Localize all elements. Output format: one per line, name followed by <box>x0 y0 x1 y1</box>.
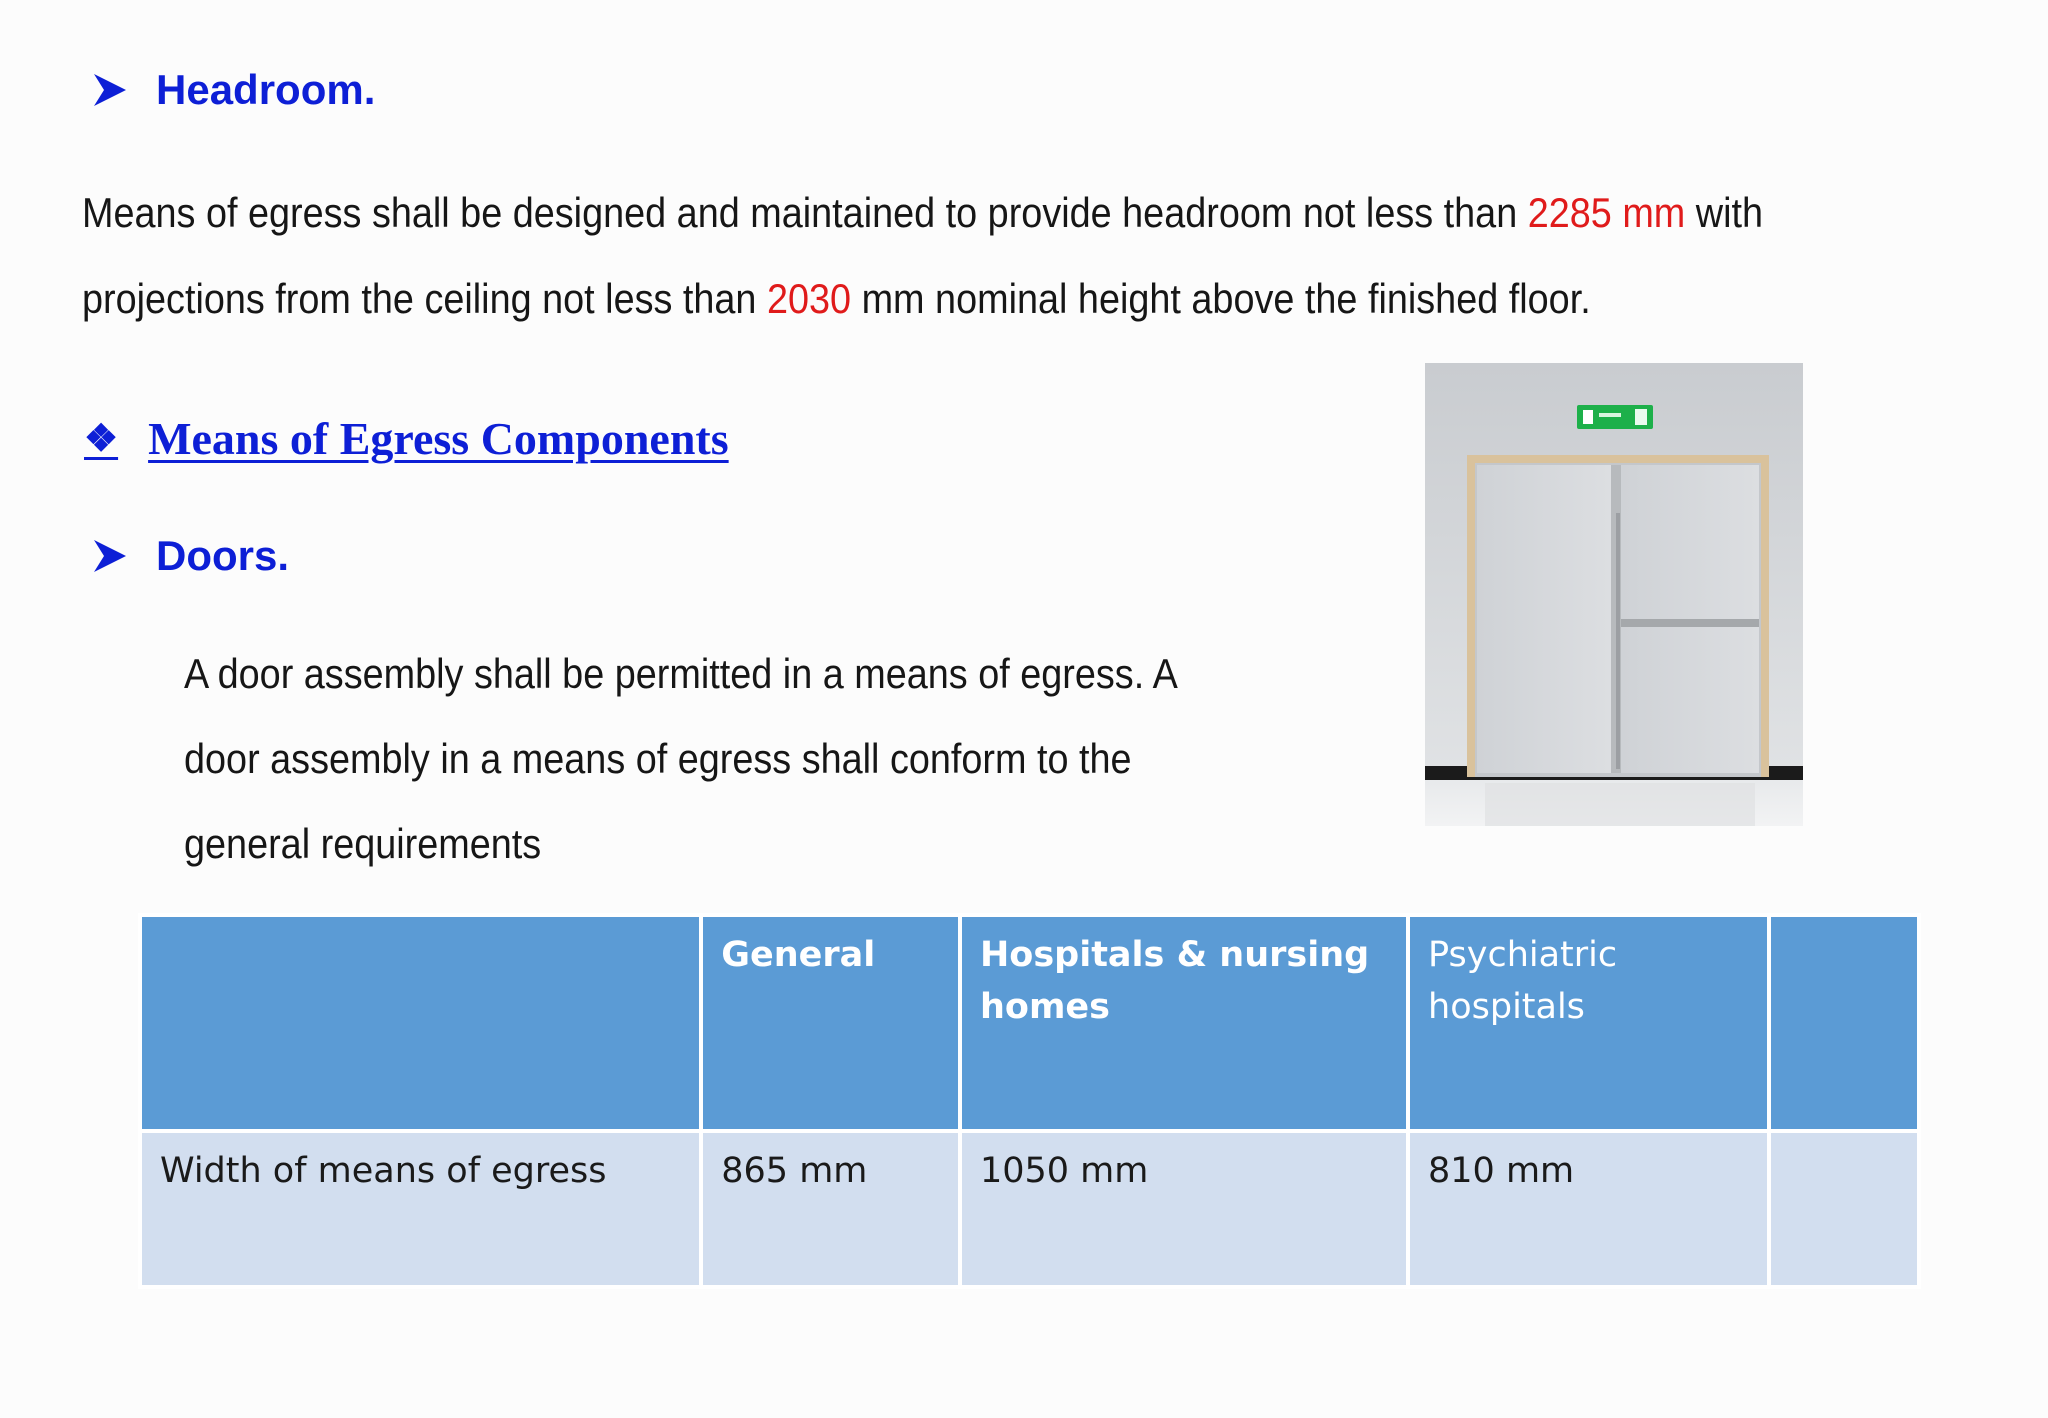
headroom-value-2030: 2030 <box>766 275 852 322</box>
headroom-line-2 <box>82 256 1763 342</box>
headroom-value-2285: 2285 mm <box>1527 189 1686 236</box>
table-header-cell: General <box>701 915 960 1131</box>
headroom-line-1-tail: with <box>1685 189 1764 236</box>
table-cell: 1050 mm <box>960 1131 1408 1287</box>
table-cell: 865 mm <box>701 1131 960 1287</box>
egress-width-table <box>138 913 1921 1289</box>
exit-door-photo <box>1425 363 1803 826</box>
headroom-line-1 <box>82 170 1763 256</box>
table-header-cell: Hospitals & nursing homes <box>960 915 1408 1131</box>
headroom-paragraph <box>82 170 1763 342</box>
doors-heading-text: Doors. <box>156 532 290 579</box>
table-row <box>140 1131 1919 1287</box>
headroom-line-2-tail: mm nominal height above the finished floor. <box>851 275 1591 322</box>
table-cell: 810 mm <box>1408 1131 1769 1287</box>
headroom-line-1-text: Means of egress shall be designed and maintained to provide headroom not less than <box>82 189 1528 236</box>
diamond-bullet-icon: ❖ <box>84 418 119 460</box>
arrow-bullet-icon <box>90 536 130 576</box>
components-title-text: Means of Egress Components <box>148 413 729 464</box>
doors-heading <box>90 532 289 580</box>
doors-line: general requirements <box>184 820 542 867</box>
table-header-cell: Psychiatric hospitals <box>1408 915 1769 1131</box>
table-cell <box>1769 1131 1919 1287</box>
table-header-cell <box>1769 915 1919 1131</box>
headroom-heading-text: Headroom. <box>156 66 376 113</box>
components-title <box>84 412 729 465</box>
headroom-heading <box>90 66 375 114</box>
doors-line: door assembly in a means of egress shall conform to the <box>184 735 1132 782</box>
arrow-bullet-icon <box>90 70 130 110</box>
table-cell: Width of means of egress <box>140 1131 701 1287</box>
doors-paragraph <box>184 631 1178 886</box>
headroom-line-2-text: projections from the ceiling not less than <box>82 275 767 322</box>
table-header-row <box>140 915 1919 1131</box>
table-header-cell <box>140 915 701 1131</box>
doors-line: A door assembly shall be permitted in a means of egress. A <box>184 650 1178 697</box>
